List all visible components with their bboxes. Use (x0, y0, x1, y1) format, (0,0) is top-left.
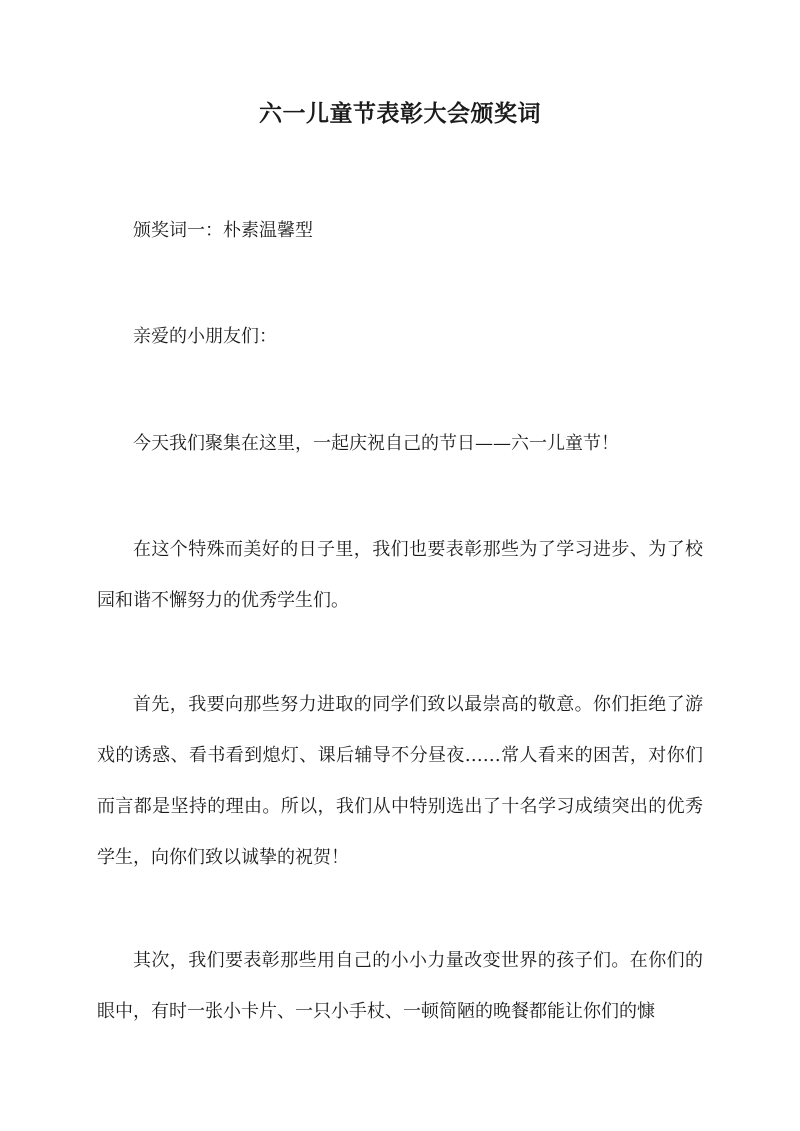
document-title: 六一儿童节表彰大会颁奖词 (259, 100, 541, 127)
paragraph: 今天我们聚集在这里，一起庆祝自己的节日——六一儿童节！ (133, 433, 619, 454)
section-subtitle: 颁奖词一：朴素温馨型 (133, 220, 313, 241)
greeting-line: 亲爱的小朋友们： (133, 326, 277, 347)
paragraph: 其次，我们要表彰那些用自己的小小力量改变世界的孩子们。在你们的眼中，有时一张小卡片、一只小手杖、一顿简陋的晚餐都能让你们的慷 (97, 950, 703, 1022)
paragraph: 在这个特殊而美好的日子里，我们也要表彰那些为了学习进步、为了校园和谐不懈努力的优秀学生们。 (97, 539, 703, 611)
paragraph: 首先，我要向那些努力进取的同学们致以最崇高的敬意。你们拒绝了游戏的诱惑、看书看到熄灯、课后辅导不分昼夜……常人看来的困苦，对你们而言都是坚持的理由。所以，我们从中特别选出了十名学习成绩突出的优秀学生，向你们致以诚挚的祝贺！ (97, 694, 703, 868)
